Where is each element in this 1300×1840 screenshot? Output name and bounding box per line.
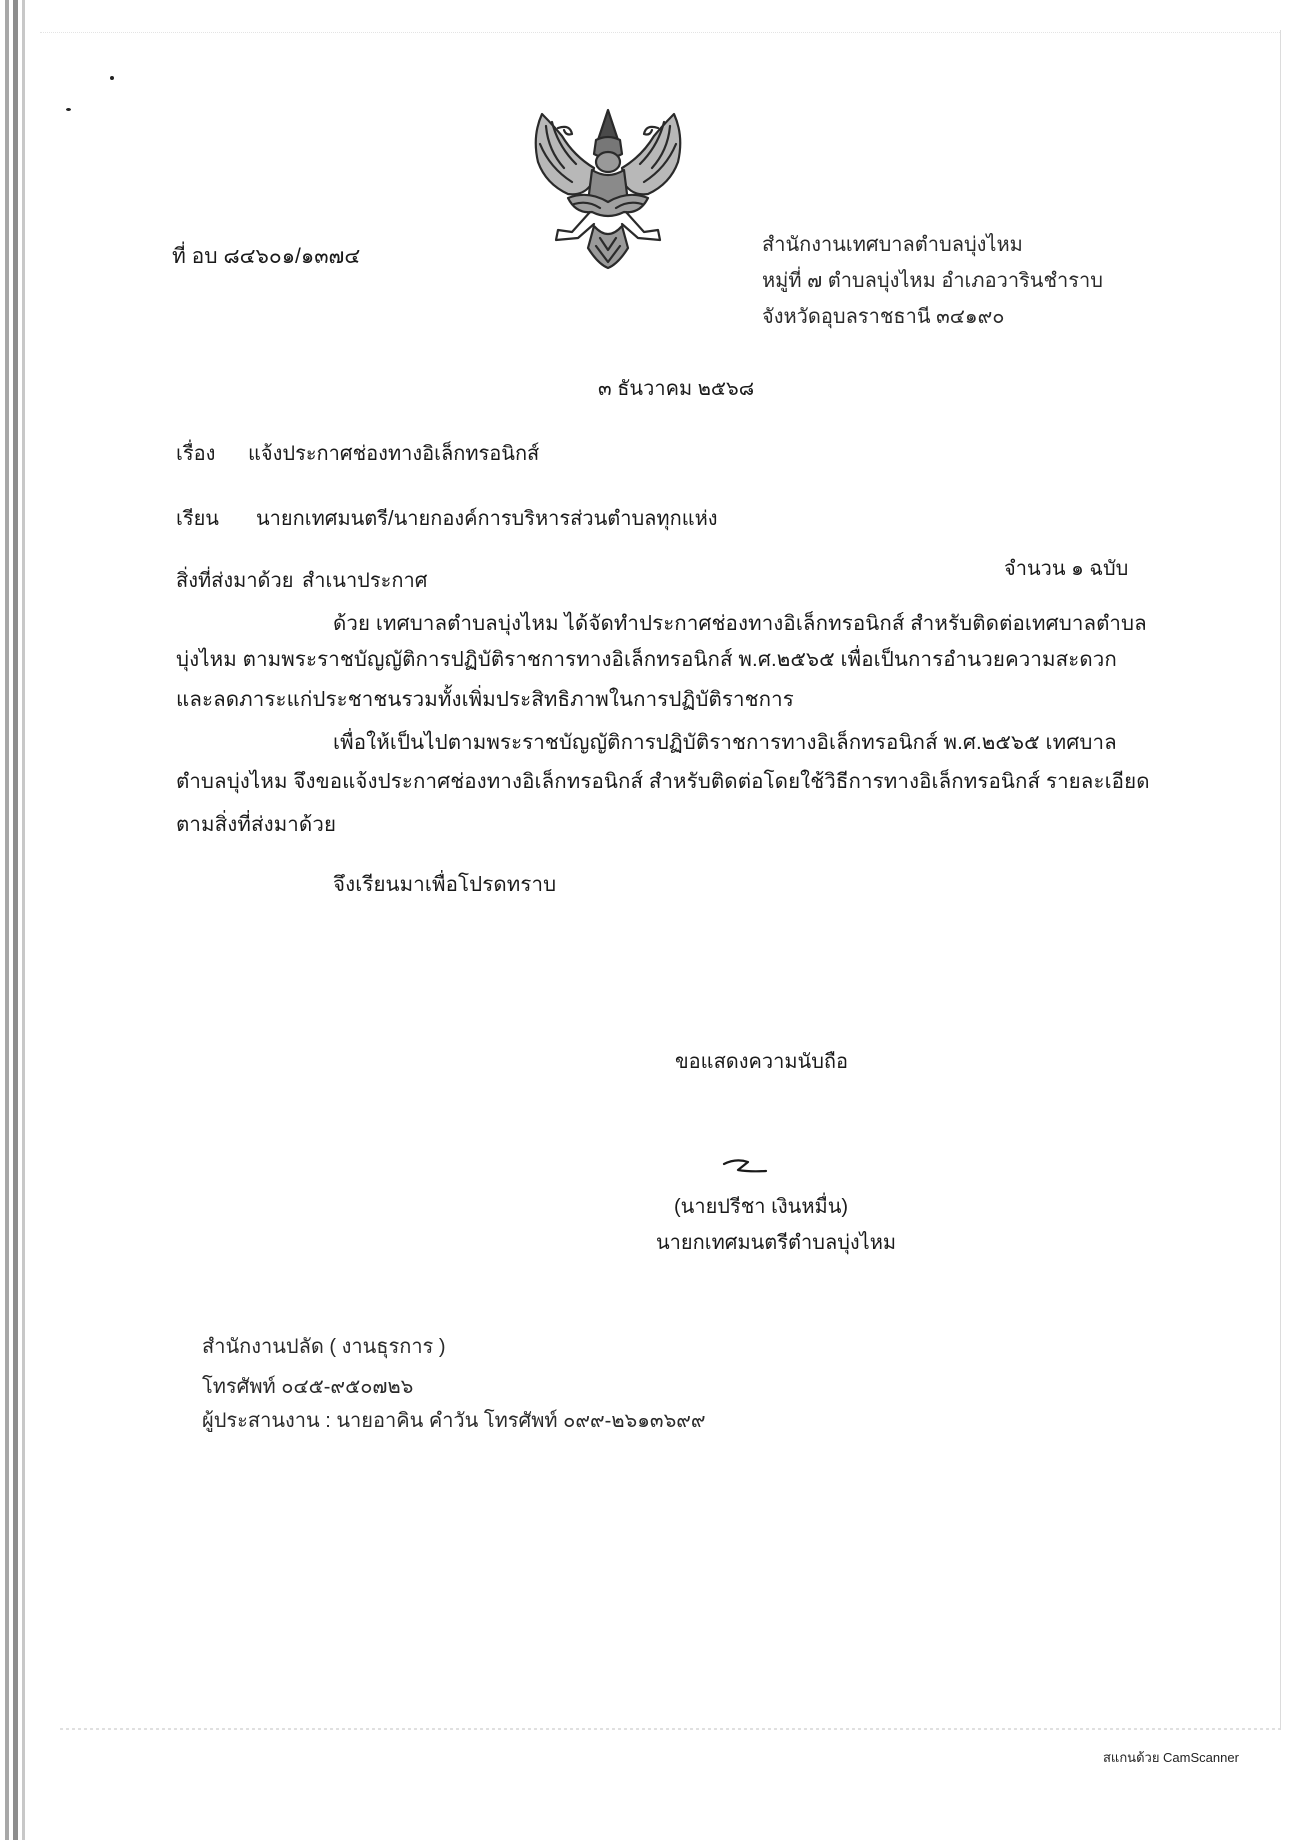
scan-speck <box>110 76 114 80</box>
body-paragraph-2-line: เพื่อให้เป็นไปตามพระราชบัญญัติการปฏิบัติราชการทางอิเล็กทรอนิกส์ พ.ศ.๒๕๖๕ เทศบาล <box>333 731 1117 754</box>
enclosure-count: จำนวน ๑ ฉบับ <box>1004 558 1129 580</box>
signer-title: นายกเทศมนตรีตำบลบุ่งไหม <box>656 1232 897 1254</box>
page-bottom-edge <box>60 1728 1280 1730</box>
sender-address-line: สำนักงานเทศบาลตำบลบุ่งไหม <box>762 234 1023 256</box>
sender-address-line: จังหวัดอุบลราชธานี ๓๔๑๙๐ <box>762 306 1005 328</box>
enclosure-value: สำเนาประกาศ <box>302 570 428 592</box>
recipient-label: เรียน <box>176 508 219 530</box>
subject-value: แจ้งประกาศช่องทางอิเล็กทรอนิกส์ <box>248 443 540 465</box>
enclosure-label: สิ่งที่ส่งมาด้วย <box>176 570 294 592</box>
regards-text: ขอแสดงความนับถือ <box>675 1051 849 1073</box>
page-right-edge <box>1280 30 1281 1730</box>
reference-number: ที่ อบ ๘๔๖๐๑/๑๓๗๔ <box>172 245 361 268</box>
sender-address-line: หมู่ที่ ๗ ตำบลบุ่งไหม อำเภอวารินชำราบ <box>762 270 1103 292</box>
body-paragraph-1-line: บุ่งไหม ตามพระราชบัญญัติการปฏิบัติราชการทางอิเล็กทรอนิกส์ พ.ศ.๒๕๖๕ เพื่อเป็นการอำนวยความสะดวก <box>176 648 1117 671</box>
body-paragraph-1-line: ด้วย เทศบาลตำบลบุ่งไหม ได้จัดทำประกาศช่องทางอิเล็กทรอนิกส์ สำหรับติดต่อเทศบาลตำบล <box>333 612 1147 635</box>
handwritten-signature-icon <box>722 1156 770 1176</box>
letter-date: ๓ ธันวาคม ๒๕๖๘ <box>598 378 755 400</box>
scan-edge-line <box>22 0 25 1840</box>
footer-coordinator: ผู้ประสานงาน : นายอาคิน คำวัน โทรศัพท์ ๐๙๙-๒๖๑๓๖๙๙ <box>202 1410 706 1432</box>
scan-edge-line <box>13 0 18 1840</box>
garuda-emblem-icon <box>528 106 688 271</box>
body-paragraph-1-line: และลดภาระแก่ประชาชนรวมทั้งเพิ่มประสิทธิภาพในการปฏิบัติราชการ <box>176 688 794 711</box>
scan-speck <box>66 108 71 111</box>
closing-line: จึงเรียนมาเพื่อโปรดทราบ <box>333 873 557 896</box>
body-paragraph-2-line: ตำบลบุ่งไหม จึงขอแจ้งประกาศช่องทางอิเล็กทรอนิกส์ สำหรับติดต่อโดยใช้วิธีการทางอิเล็กทรอนิกส์ รายละเอียด <box>176 770 1150 793</box>
footer-office: สำนักงานปลัด ( งานธุรการ ) <box>202 1336 446 1358</box>
body-paragraph-2-line: ตามสิ่งที่ส่งมาด้วย <box>176 813 337 836</box>
subject-label: เรื่อง <box>176 443 216 465</box>
footer-phone: โทรศัพท์ ๐๔๕-๙๕๐๗๒๖ <box>202 1376 414 1398</box>
recipient-value: นายกเทศมนตรี/นายกองค์การบริหารส่วนตำบลทุกแห่ง <box>256 508 718 530</box>
signer-name: (นายปรีชา เงินหมื่น) <box>674 1196 849 1218</box>
scan-edge-line <box>5 0 9 1840</box>
camscanner-watermark: สแกนด้วย CamScanner <box>1103 1750 1239 1765</box>
